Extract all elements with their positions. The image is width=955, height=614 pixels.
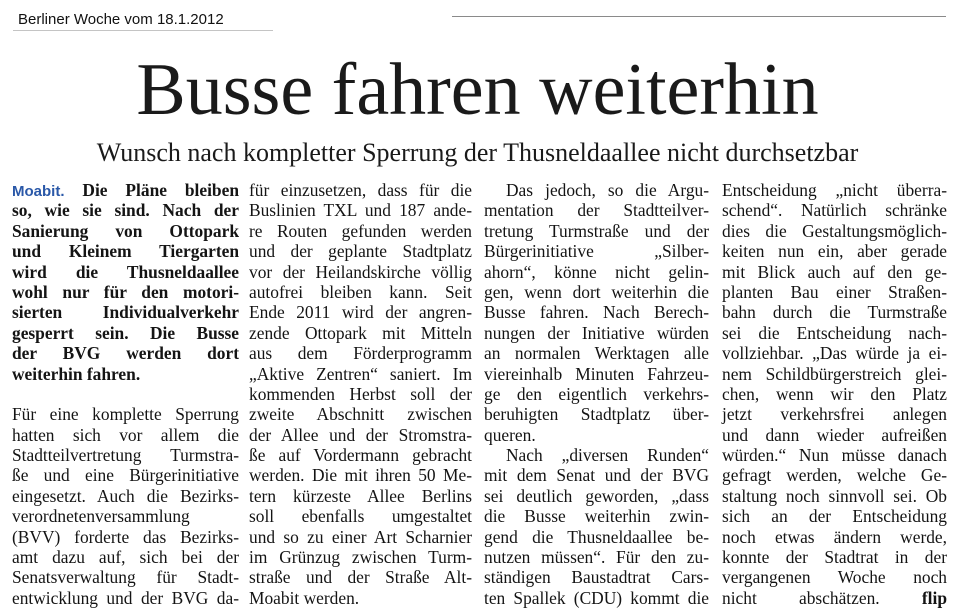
article-column-4 (722, 180, 947, 608)
text-line (12, 221, 239, 241)
text-line (12, 262, 239, 282)
text-line (12, 486, 239, 506)
body-paragraph (12, 404, 239, 608)
text-line (484, 241, 709, 261)
headline: Busse fahren weiterhin (136, 49, 819, 131)
text-line-content: und so zu einer Art Scharnier (249, 526, 472, 547)
text-line-content: im Grünzug zwischen Turm- (249, 547, 472, 568)
text-line (12, 547, 239, 567)
paragraph-gap (12, 384, 239, 404)
text-line (722, 486, 947, 506)
text-line (484, 343, 709, 363)
text-line (484, 323, 709, 343)
text-line-content: für einzusetzen, dass für die (249, 180, 472, 200)
left-rule (13, 30, 273, 31)
text-line-content: Moabit werden. (249, 587, 360, 608)
text-line-content: jetzt verkehrsfrei anlegen (722, 404, 947, 425)
text-line-content: vergangenen Woche noch (722, 567, 947, 588)
text-line-content: noch etwas ändern werde, (722, 526, 947, 547)
text-line-content: chen, wenn wir den Platz (722, 383, 947, 404)
text-line-content: nem Schildbürgerstreich glei- (722, 363, 947, 384)
text-line-content: wird die Thusneldaallee (12, 261, 239, 282)
text-line-content: gesperrt sein. Die Busse (12, 322, 239, 343)
text-line-content: aus dem Förderprogramm (249, 343, 472, 364)
text-line-content: Senatsverwaltung für Stadt- (12, 567, 239, 588)
text-line-content: ahorn“, könne nicht gelin- (484, 261, 709, 282)
text-line (249, 425, 472, 445)
dateline: Moabit. (12, 183, 65, 200)
text-line-content: staltung noch sinnvoll sei. Ob (722, 485, 947, 506)
text-line-content: Für eine komplette Sperrung (12, 404, 239, 425)
text-line (12, 302, 239, 322)
text-line-content: Stadtteilvertretung Turmstra- (12, 445, 239, 466)
article-column-1 (12, 180, 239, 608)
text-line (249, 302, 472, 322)
text-line-content: kommenden Herbst soll der (249, 383, 472, 404)
text-line-content: mentation der Stadtteilver- (484, 200, 709, 221)
text-line-content: sei deutlich geworden, „dass (484, 485, 709, 506)
text-line-content: dies die Gestaltungsmöglich- (722, 220, 947, 241)
text-line (249, 506, 472, 526)
text-line (484, 302, 709, 322)
top-rule (452, 16, 946, 17)
text-line-content: an normalen Werktagen alle (484, 343, 709, 364)
body-paragraph (722, 180, 947, 608)
text-line (484, 465, 709, 485)
text-line-content: soll ebenfalls umgestaltet (249, 506, 472, 527)
text-line (722, 384, 947, 404)
body-paragraph (484, 180, 709, 445)
text-line (249, 323, 472, 343)
text-line (12, 588, 239, 608)
text-line (722, 282, 947, 302)
text-line (484, 567, 709, 587)
text-line (722, 323, 947, 343)
text-line (12, 323, 239, 343)
text-line (249, 384, 472, 404)
body-paragraph (484, 445, 709, 608)
text-line (12, 364, 239, 384)
text-line (249, 282, 472, 302)
text-line-content: Entscheidung „nicht überra- (722, 180, 947, 200)
text-line-content: (BVV) forderte das Bezirks- (12, 526, 239, 547)
lead-paragraph (12, 180, 239, 384)
text-line (12, 404, 239, 424)
text-line (484, 486, 709, 506)
text-line-content: Sanierung von Ottopark (12, 220, 239, 241)
text-line-content: Nach „diversen Runden“ (506, 445, 709, 466)
text-line (249, 404, 472, 424)
text-line (484, 221, 709, 241)
subheadline: Wunsch nach kompletter Sperrung der Thusneldaallee nicht durchsetzbar (96, 138, 859, 167)
text-line (722, 547, 947, 567)
text-line-content: nungen der Initiative würden (484, 322, 709, 343)
text-line (722, 567, 947, 587)
text-line (484, 364, 709, 384)
article-column-2 (249, 180, 472, 608)
text-line-content: beruhigten Stadtplatz über- (484, 404, 709, 425)
text-line-content: würden.“ Nun müsse danach (722, 445, 947, 466)
source-line: Berliner Woche vom 18.1.2012 (18, 11, 224, 28)
text-line-content: schend“. Natürlich schränke (722, 200, 947, 221)
text-line (722, 404, 947, 424)
text-line (484, 282, 709, 302)
text-line-content: zweite Abschnitt zwischen (249, 404, 472, 425)
text-line (484, 180, 709, 200)
text-line-content: ten Spallek (CDU) kommt die (484, 587, 709, 608)
text-line (722, 425, 947, 445)
text-line (722, 302, 947, 322)
text-line-content: vor der Heilandskirche völlig (249, 261, 472, 282)
text-line-content: bahn durch die Turmstraße (722, 302, 947, 323)
text-line (484, 262, 709, 282)
text-line (12, 465, 239, 485)
text-line (249, 547, 472, 567)
text-line (249, 343, 472, 363)
text-line (12, 200, 239, 220)
text-line (12, 567, 239, 587)
text-line (484, 425, 709, 445)
text-line (484, 506, 709, 526)
text-line-content: wohl nur für den motori- (12, 281, 239, 302)
text-line (484, 404, 709, 424)
text-line-content: ße und eine Bürgerinitiative (12, 465, 239, 486)
text-line-content: und der geplante Stadtplatz (249, 241, 472, 262)
text-line-content: viereinhalb Minuten Fahrzeu- (484, 363, 709, 384)
text-line-content: weiterhin fahren. (12, 363, 141, 384)
text-line (484, 445, 709, 465)
text-line-content: der Allee und der Stromstra- (249, 424, 472, 445)
text-line (249, 445, 472, 465)
text-line-content: autofrei bleiben kann. Seit (249, 281, 472, 302)
text-line (484, 384, 709, 404)
text-line (12, 527, 239, 547)
text-line-content: ständigen Baustadtrat Cars- (484, 567, 709, 588)
text-line-content: planten Bau einer Straßen- (722, 281, 947, 302)
text-line-content: gend die Thusneldaallee be- (484, 526, 709, 547)
text-line-content: keiten nun ein, aber gerade (722, 241, 947, 262)
text-line (249, 200, 472, 220)
text-line-content: ge den eigentlich verkehrs- (484, 383, 709, 404)
text-line-content: sierten Individualverkehr (12, 302, 239, 323)
text-line-content: konnte der Stadtrat in der (722, 547, 947, 568)
text-line (249, 364, 472, 384)
text-line (249, 527, 472, 547)
text-line-content: Ende 2011 wird der angren- (249, 302, 472, 323)
text-line-content: Die Pläne bleiben (64, 180, 239, 200)
text-line (722, 506, 947, 526)
text-line (722, 241, 947, 261)
text-line (12, 425, 239, 445)
text-line (12, 343, 239, 363)
text-line-content: tretung Turmstraße und der (484, 220, 709, 241)
text-line-content: nutzen müssen“. Für den zu- (484, 547, 709, 568)
text-line-content: mit Blick auch auf den ge- (722, 261, 947, 282)
text-line (249, 180, 472, 200)
text-line (722, 445, 947, 465)
text-line (249, 221, 472, 241)
text-line (722, 180, 947, 200)
text-line-content: sich an der Entscheidung (722, 506, 947, 527)
text-line-content: gen, wenn dort weiterhin die (484, 281, 709, 302)
text-line-content: hatten sich vor allem die (12, 424, 239, 445)
text-line-content: zende Ottopark mit Mitteln (249, 322, 472, 343)
text-line (722, 465, 947, 485)
text-line-content: eingesetzt. Auch die Bezirks- (12, 485, 239, 506)
text-line-content: und dann wieder aufreißen (722, 424, 947, 445)
text-line (722, 364, 947, 384)
text-line-content: verordnetenversammlung (12, 506, 190, 527)
text-line (249, 486, 472, 506)
text-line (722, 262, 947, 282)
text-line (484, 547, 709, 567)
text-line-content: vollziehbar. „Das würde ja ei- (722, 343, 947, 364)
text-line-content: Bürgerinitiative „Silber- (484, 241, 709, 262)
text-line (249, 465, 472, 485)
text-line (12, 241, 239, 261)
text-line-content: amt dazu auf, sich bei der (12, 547, 239, 568)
text-line-content: gefragt werden, welche Ge- (722, 465, 947, 486)
text-line-content: straße und der Straße Alt- (249, 567, 472, 588)
text-line-content: queren. (484, 424, 536, 445)
text-line-content: entwicklung und der BVG da- (12, 587, 239, 608)
text-line-content: Buslinien TXL und 187 ande- (249, 200, 472, 221)
text-line (722, 588, 947, 608)
text-line-content: „Aktive Zentren“ saniert. Im (249, 363, 472, 384)
body-paragraph (249, 180, 472, 608)
text-line (722, 343, 947, 363)
text-line-content: Busse fahren. Nach Berech- (484, 302, 709, 323)
text-line (484, 527, 709, 547)
text-line-content: mit dem Senat und der BVG (484, 465, 709, 486)
text-line (484, 200, 709, 220)
text-line-content: ße auf Vordermann gebracht (249, 445, 472, 466)
text-line-content: Das jedoch, so die Argu- (506, 180, 709, 200)
text-line (249, 241, 472, 261)
text-line (722, 527, 947, 547)
text-line-content: werden. Die mit ihren 50 Me- (249, 465, 472, 486)
text-line (722, 221, 947, 241)
text-line-content: re Routen gefunden werden (249, 220, 472, 241)
text-line (12, 506, 239, 526)
article-column-3 (484, 180, 709, 608)
text-line-content: nicht abschätzen. (722, 587, 880, 608)
text-line-content: und Kleinem Tiergarten (12, 241, 239, 262)
text-line (249, 588, 472, 608)
text-line (12, 180, 239, 200)
author-signature: flip (921, 587, 947, 608)
text-line (722, 200, 947, 220)
text-line (249, 262, 472, 282)
text-line (484, 588, 709, 608)
text-line-content: der BVG werden dort (12, 343, 239, 364)
text-line-content: so, wie sie sind. Nach der (12, 200, 239, 221)
text-line (249, 567, 472, 587)
text-line (12, 282, 239, 302)
text-line-content: tern kürzeste Allee Berlins (249, 485, 472, 506)
text-line (12, 445, 239, 465)
text-line-content: die Busse weiterhin zwin- (484, 506, 709, 527)
text-line-content: sei die Entscheidung nach- (722, 322, 947, 343)
